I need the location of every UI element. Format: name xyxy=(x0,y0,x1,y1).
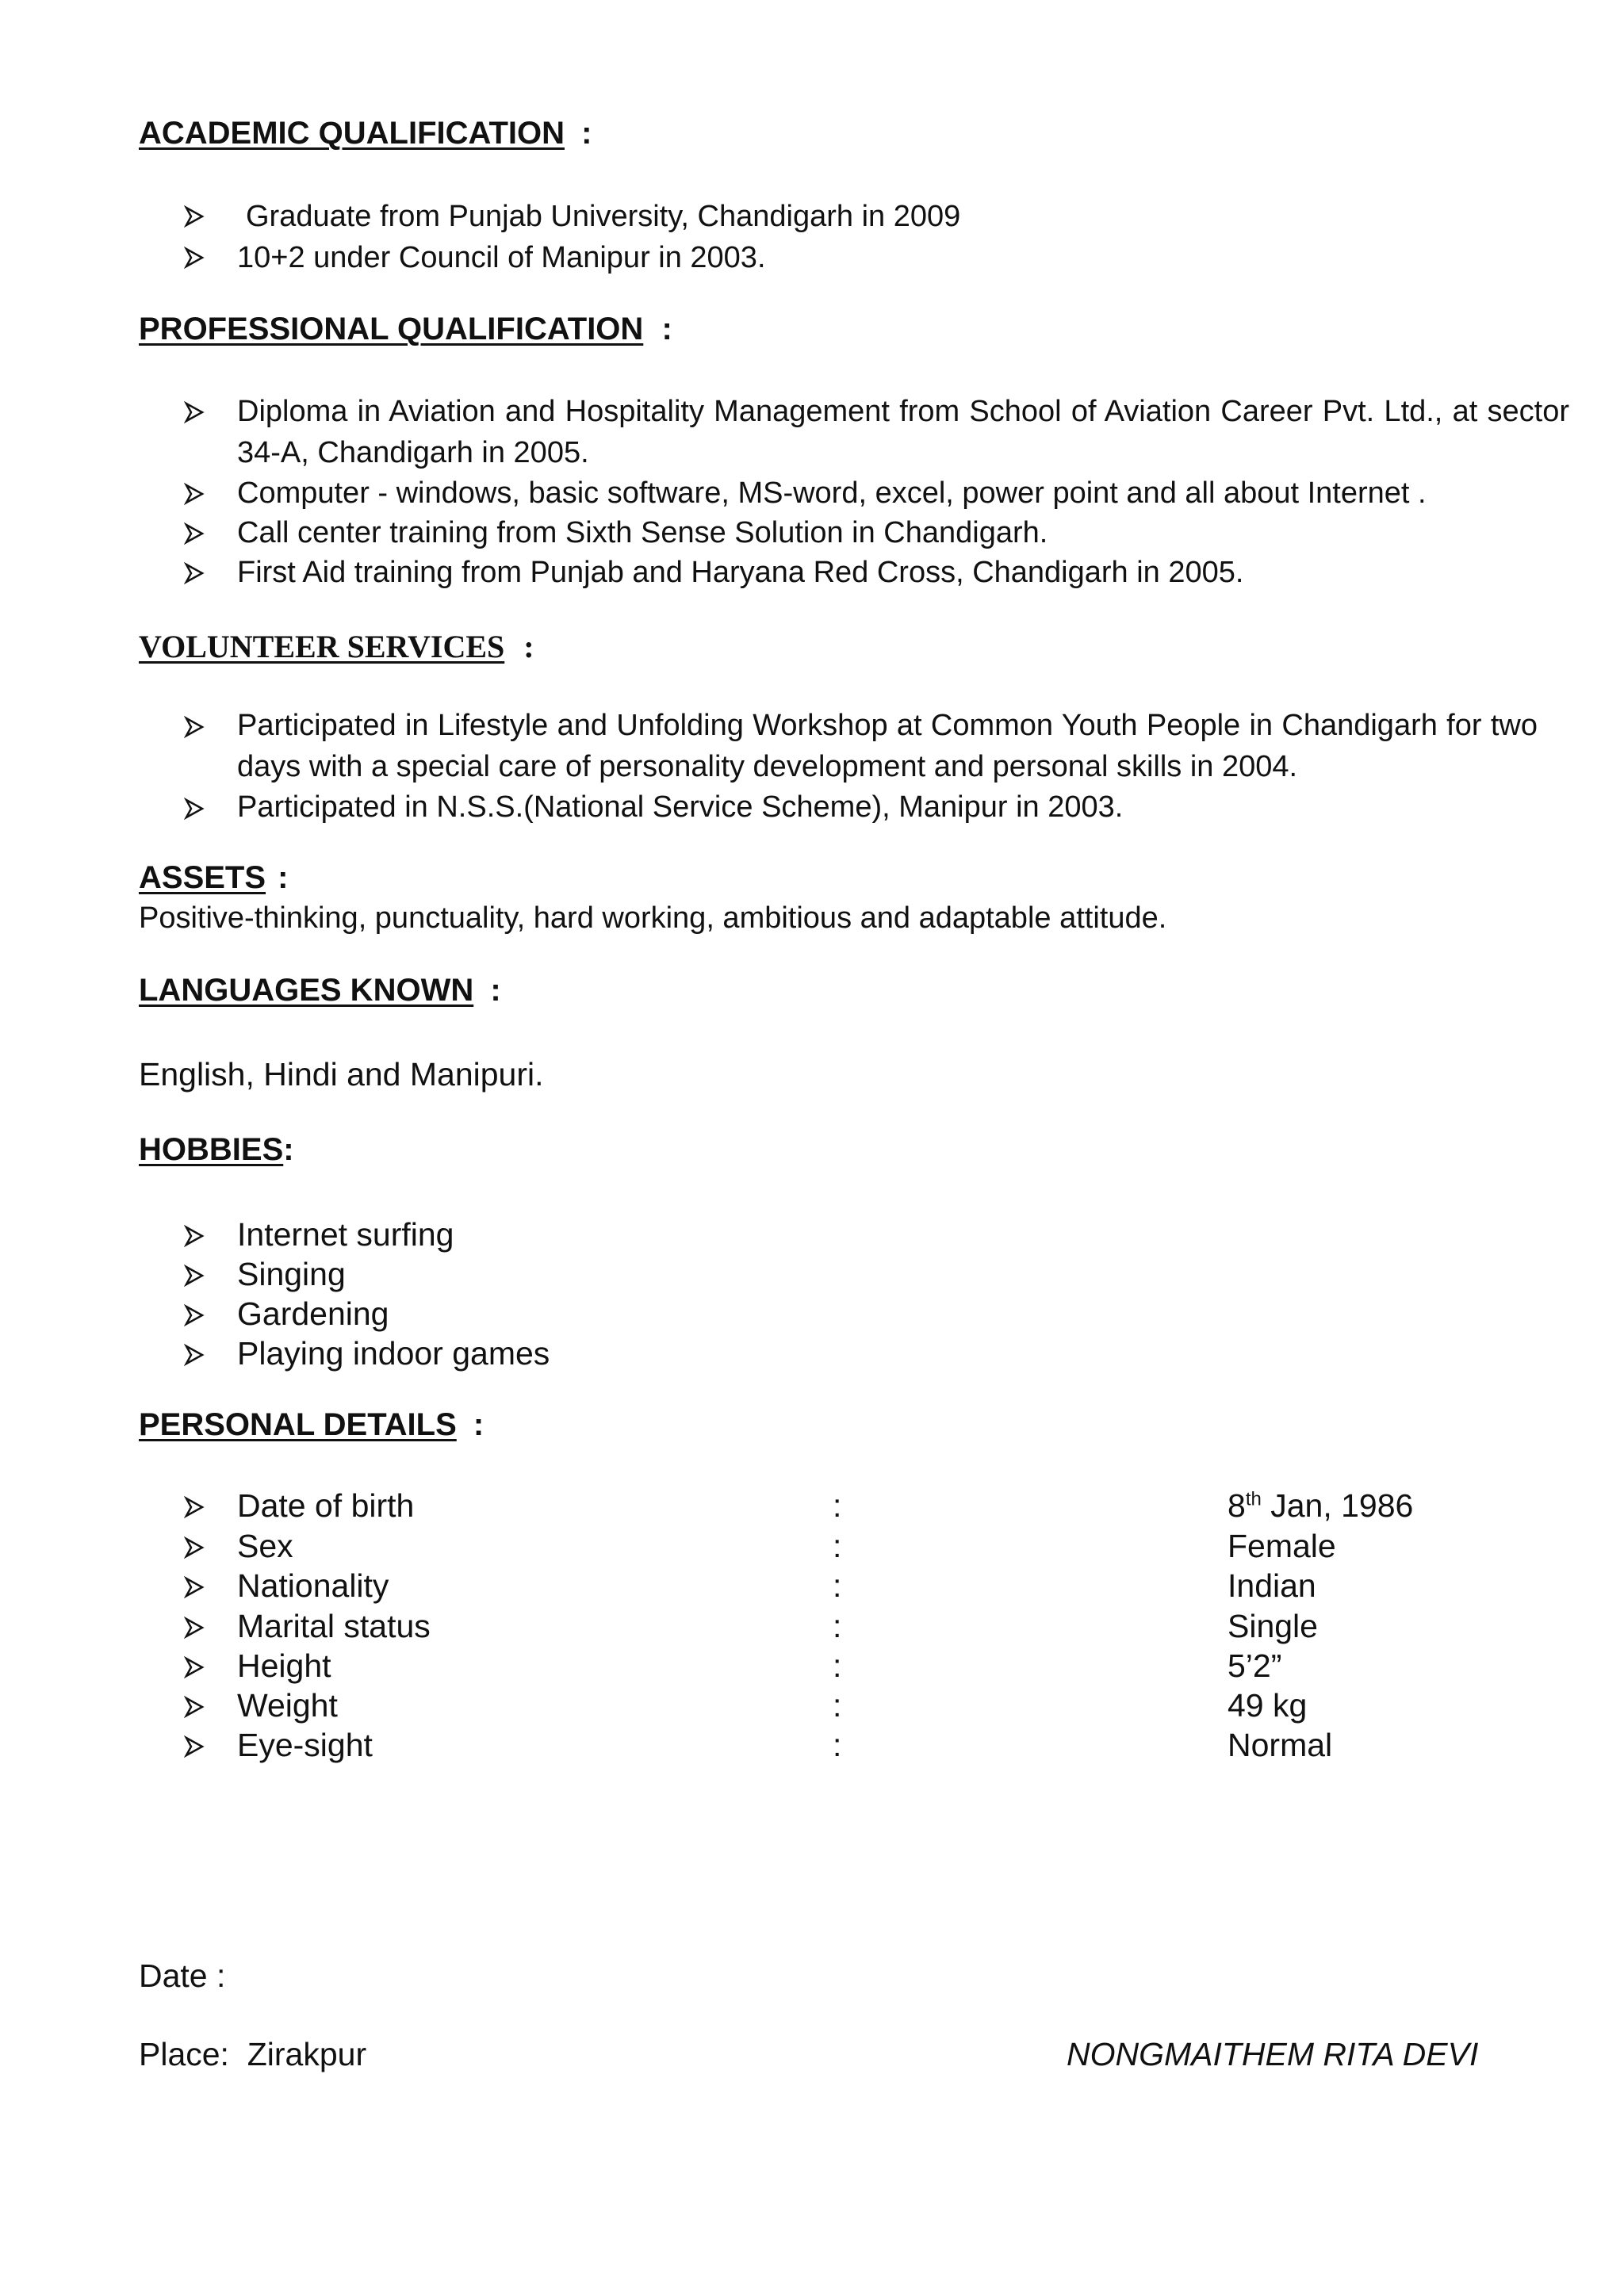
bullet-icon xyxy=(184,1495,205,1519)
bullet-icon xyxy=(184,1343,205,1367)
personal-label: Height xyxy=(237,1647,331,1684)
bullet-icon xyxy=(184,797,205,821)
personal-value: 49 kg xyxy=(1228,1687,1308,1724)
dob-day: 8 xyxy=(1228,1487,1246,1524)
personal-separator: : xyxy=(833,1727,842,1763)
hobby-item: Playing indoor games xyxy=(237,1335,550,1372)
personal-separator: : xyxy=(833,1687,842,1724)
bullet-icon xyxy=(184,1536,205,1559)
languages-heading-colon: : xyxy=(490,973,501,1008)
academic-heading-colon: : xyxy=(581,116,592,151)
personal-separator: : xyxy=(833,1487,842,1524)
personal-separator: : xyxy=(833,1608,842,1644)
bullet-icon xyxy=(184,1264,205,1288)
personal-value: Normal xyxy=(1228,1727,1333,1763)
hobbies-heading xyxy=(139,1132,294,1168)
assets-heading xyxy=(139,860,289,896)
dob-suffix: th xyxy=(1245,1488,1262,1510)
bullet-icon xyxy=(184,482,205,506)
place-label: Place: Zirakpur xyxy=(139,2036,367,2072)
academic-heading-text: ACADEMIC QUALIFICATION xyxy=(139,116,565,151)
personal-label: Eye-sight xyxy=(237,1727,373,1763)
bullet-icon xyxy=(184,1735,205,1758)
personal-value: Female xyxy=(1228,1528,1336,1564)
professional-heading-colon: : xyxy=(661,312,672,346)
signature-name: NONGMAITHEM RITA DEVI xyxy=(1067,2036,1479,2072)
languages-heading xyxy=(139,973,501,1008)
personal-label: Weight xyxy=(237,1687,338,1724)
languages-heading-text: LANGUAGES KNOWN xyxy=(139,973,474,1008)
date-label: Date : xyxy=(139,1957,226,1994)
professional-item: Computer - windows, basic software, MS-word, excel, power point and all about Internet . xyxy=(237,476,1427,510)
bullet-icon xyxy=(184,522,205,545)
assets-heading-text: ASSETS xyxy=(139,860,266,895)
academic-item: Graduate from Punjab University, Chandigarh in 2009 xyxy=(246,200,961,233)
personal-label: Sex xyxy=(237,1528,293,1564)
bullet-icon xyxy=(184,400,205,424)
professional-heading-text: PROFESSIONAL QUALIFICATION xyxy=(139,312,644,346)
hobby-item: Gardening xyxy=(237,1295,389,1332)
bullet-icon xyxy=(184,1616,205,1640)
academic-heading xyxy=(139,116,592,151)
hobby-item: Singing xyxy=(237,1256,346,1292)
professional-item: Diploma in Aviation and Hospitality Management from School of Aviation Career Pvt. Ltd., at sector xyxy=(237,395,1569,428)
personal-heading-colon: : xyxy=(473,1407,485,1442)
bullet-icon xyxy=(184,1575,205,1599)
bullet-icon xyxy=(184,1655,205,1679)
volunteer-heading xyxy=(139,628,534,665)
personal-value: 5’2” xyxy=(1228,1647,1282,1684)
personal-value-dob xyxy=(1228,1486,1413,1525)
personal-value: Single xyxy=(1228,1608,1318,1644)
personal-label: Date of birth xyxy=(237,1487,415,1524)
languages-text: English, Hindi and Manipuri. xyxy=(139,1056,544,1093)
personal-heading-text: PERSONAL DETAILS xyxy=(139,1407,457,1442)
volunteer-heading-text: VOLUNTEER SERVICES xyxy=(139,629,505,664)
volunteer-heading-colon: : xyxy=(523,629,534,664)
professional-heading xyxy=(139,312,672,347)
professional-item: First Aid training from Punjab and Haryana Red Cross, Chandigarh in 2005. xyxy=(237,556,1244,589)
personal-separator: : xyxy=(833,1647,842,1684)
bullet-icon xyxy=(184,1224,205,1248)
bullet-icon xyxy=(184,1303,205,1327)
personal-label: Nationality xyxy=(237,1567,389,1604)
personal-heading xyxy=(139,1407,484,1443)
bullet-icon xyxy=(184,1695,205,1719)
personal-separator: : xyxy=(833,1528,842,1564)
volunteer-item: Participated in Lifestyle and Unfolding Workshop at Common Youth People in Chandigarh for two xyxy=(237,709,1538,742)
personal-separator: : xyxy=(833,1567,842,1604)
hobby-item: Internet surfing xyxy=(237,1216,454,1253)
assets-text: Positive-thinking, punctuality, hard working, ambitious and adaptable attitude. xyxy=(139,901,1167,935)
personal-value: Indian xyxy=(1228,1567,1316,1604)
hobbies-heading-colon: : xyxy=(283,1132,294,1167)
professional-item: Call center training from Sixth Sense Solution in Chandigarh. xyxy=(237,516,1048,549)
volunteer-item: Participated in N.S.S.(National Service Scheme), Manipur in 2003. xyxy=(237,790,1124,824)
bullet-icon xyxy=(184,246,205,270)
personal-label: Marital status xyxy=(237,1608,431,1644)
dob-rest: Jan, 1986 xyxy=(1261,1487,1414,1524)
academic-item: 10+2 under Council of Manipur in 2003. xyxy=(237,241,766,274)
assets-heading-colon: : xyxy=(278,860,289,895)
bullet-icon xyxy=(184,715,205,739)
bullet-icon xyxy=(184,561,205,585)
hobbies-heading-text: HOBBIES xyxy=(139,1132,284,1167)
volunteer-item-cont: days with a special care of personality development and personal skills in 2004. xyxy=(237,750,1298,783)
professional-item-cont: 34-A, Chandigarh in 2005. xyxy=(237,436,589,469)
bullet-icon xyxy=(184,205,205,228)
